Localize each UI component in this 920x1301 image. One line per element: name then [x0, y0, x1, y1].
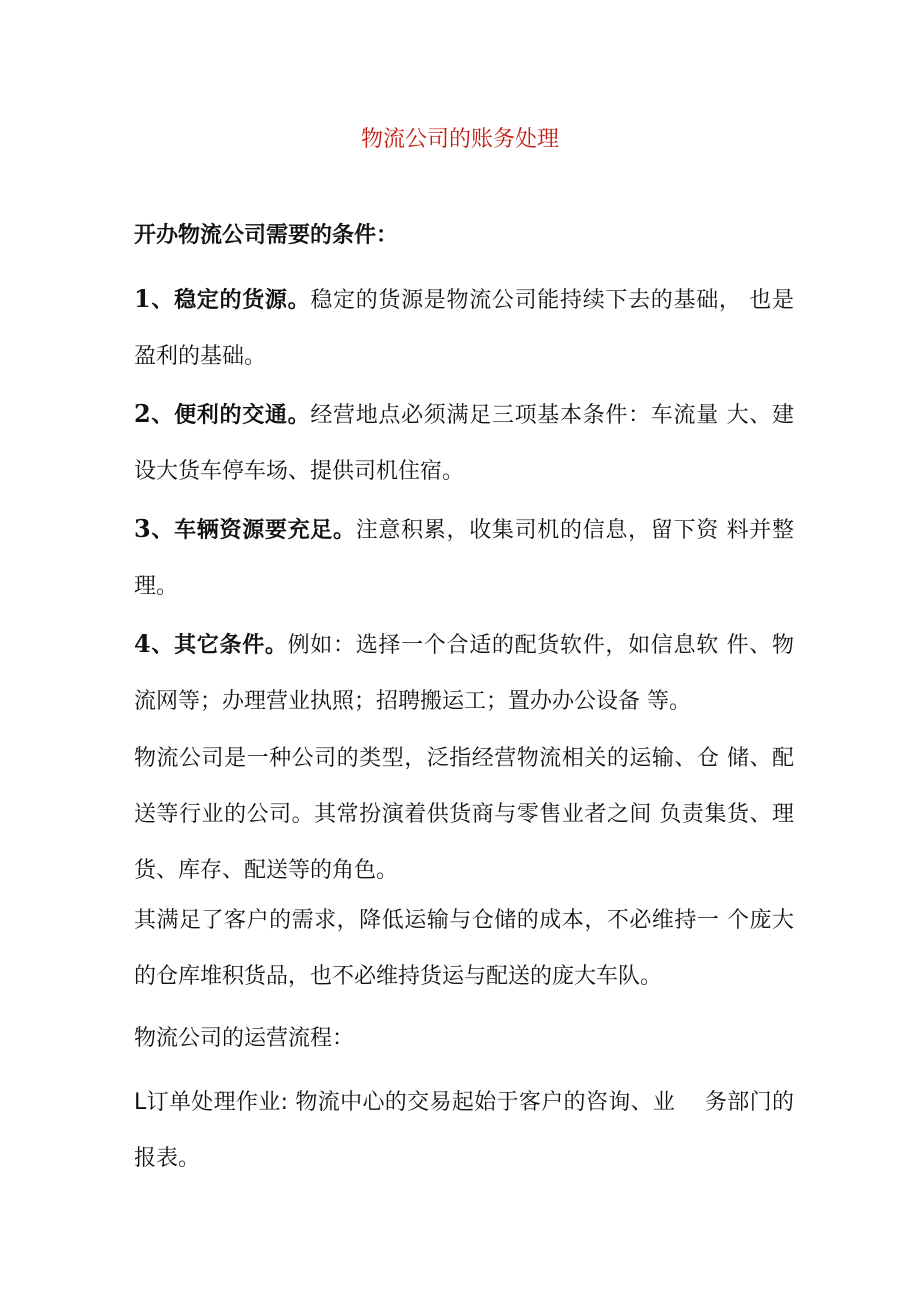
condition-item-2: [134, 386, 794, 500]
condition-item-1: [134, 271, 794, 385]
condition-item-3: [134, 501, 794, 615]
section-heading: 开办物流公司需要的条件：: [134, 223, 399, 248]
condition-text: 例如：选择一个合适的配货软件，如信息软 件、物流网等；办理营业执照；招聘搬运工；置办办公设备 等。: [134, 633, 794, 714]
condition-lead: 、其它条件。: [150, 633, 288, 658]
body-paragraph-company-type: 物流公司是一种公司的类型，泛指经营物流相关的运输、仓 储、配送等行业的公司。其常扮演着供货商与零售业者之间 负责集货、理货、库存、配送等的角色。: [134, 746, 794, 883]
condition-text: 经营地点必须满足三项基本条件：车流量 大、建设大货车停车场、提供司机住宿。: [134, 403, 794, 484]
process-item-order: L订单处理作业: 物流中心的交易起始于客户的咨询、业 务部门的报表。: [134, 1090, 794, 1171]
condition-lead: 、车辆资源要充足。: [150, 518, 356, 543]
condition-number: 4: [134, 629, 151, 658]
process-heading: 物流公司的运营流程：: [134, 1026, 355, 1051]
body-paragraph-benefits: 其满足了客户的需求，降低运输与仓储的成本，不必维持一 个庞大的仓库堆积货品，也不必维持货运与配送的庞大车队。: [134, 908, 794, 989]
condition-lead: 、稳定的货源。: [150, 288, 311, 313]
condition-lead: 、便利的交通。: [150, 403, 311, 428]
condition-item-4: [134, 616, 794, 730]
condition-number: 3: [134, 514, 151, 543]
document-title: 物流公司的账务处理: [360, 127, 559, 152]
condition-number: 1: [134, 284, 151, 313]
condition-number: 2: [134, 399, 151, 428]
condition-text: 注意积累，收集司机的信息，留下资 料并整理。: [134, 518, 794, 599]
condition-text: 稳定的货源是物流公司能持续下去的基础， 也是盈利的基础。: [134, 288, 794, 369]
